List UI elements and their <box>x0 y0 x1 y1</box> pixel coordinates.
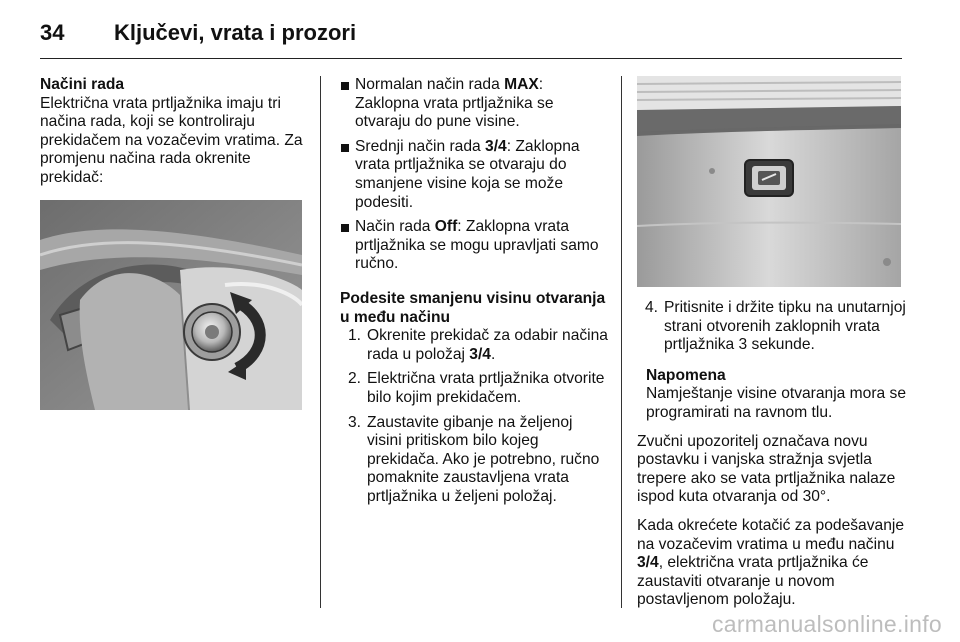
tailgate-button-illustration <box>637 76 901 287</box>
column-2 <box>340 76 608 512</box>
note-title: Napomena <box>646 366 726 384</box>
chapter-title: Ključevi, vrata i prozori <box>114 20 357 45</box>
step-2: 2. Električna vrata prtljažnika otvorite bilo kojim prekidačem. <box>348 370 605 406</box>
column-3 <box>637 76 907 610</box>
column-1 <box>40 76 305 410</box>
tailgate-drawing <box>637 76 901 287</box>
page-header <box>40 20 356 50</box>
note-body: Namještanje visine otvaranja mora se programirati na ravnom tlu. <box>646 385 907 421</box>
header-rule <box>40 58 902 59</box>
door-switch-illustration <box>40 200 302 410</box>
bullet-square-icon <box>341 82 349 90</box>
paragraph-dial: Kada okrećete kotačić za podešavanje na vozačevim vratima u među načinu 3/4, električna vrata prtljažnika će zaustaviti otvaranje u novom postavljenom položaju. <box>637 516 904 609</box>
paragraph-signal: Zvučni upozoritelj označava novu postavku i vanjska stražnja svjetla trepere ako se vata prtljažnika nalaze ispod kuta otvaranja od 30°. <box>637 432 896 506</box>
bullet-item-off: Način rada Off: Zaklopna vrata prtljažnika se mogu upravljati samo ručno. <box>340 218 608 274</box>
column-divider-right <box>621 76 622 608</box>
column-divider-left <box>320 76 321 608</box>
page-number: 34 <box>40 20 65 45</box>
step-1: 1. Okrenite prekidač za odabir načina rada u položaj 3/4. <box>348 327 608 363</box>
bullet-item-3-4: Srednji način rada 3/4: Zaklopna vrata prtljažnika se otvaraju do smanjene visine koja se može podesiti. <box>340 138 608 212</box>
watermark-text: carmanualsonline.info <box>711 611 942 637</box>
bullet-square-icon <box>341 224 349 232</box>
bullet-item-max: Normalan način rada MAX: Zaklopna vrata prtljažnika se otvaraju do pune visine. <box>340 76 608 132</box>
step-4: 4. Pritisnite i držite tipku na unutarnjoj strani otvorenih zaklopnih vrata prtljažnika 3 sekunde. <box>645 299 906 354</box>
intro-paragraph: Električna vrata prtljažnika imaju tri načina rada, koji se kontroliraju prekidačem na vozačevim vratima. Za promjenu načina rada okrenite prekidač: <box>40 94 303 186</box>
door-panel-drawing <box>40 200 302 410</box>
bullet-square-icon <box>341 144 349 152</box>
subsection-heading: Podesite smanjenu visinu otvaranja u među načinu <box>340 289 606 326</box>
section-heading: Načini rada <box>40 76 125 93</box>
step-3: 3. Zaustavite gibanje na željenoj visini pritiskom bilo kojeg prekidača. Ako je potrebno, ručno pomaknite zaustavljena vrata prtljažnika u željeni položaj. <box>348 413 600 505</box>
